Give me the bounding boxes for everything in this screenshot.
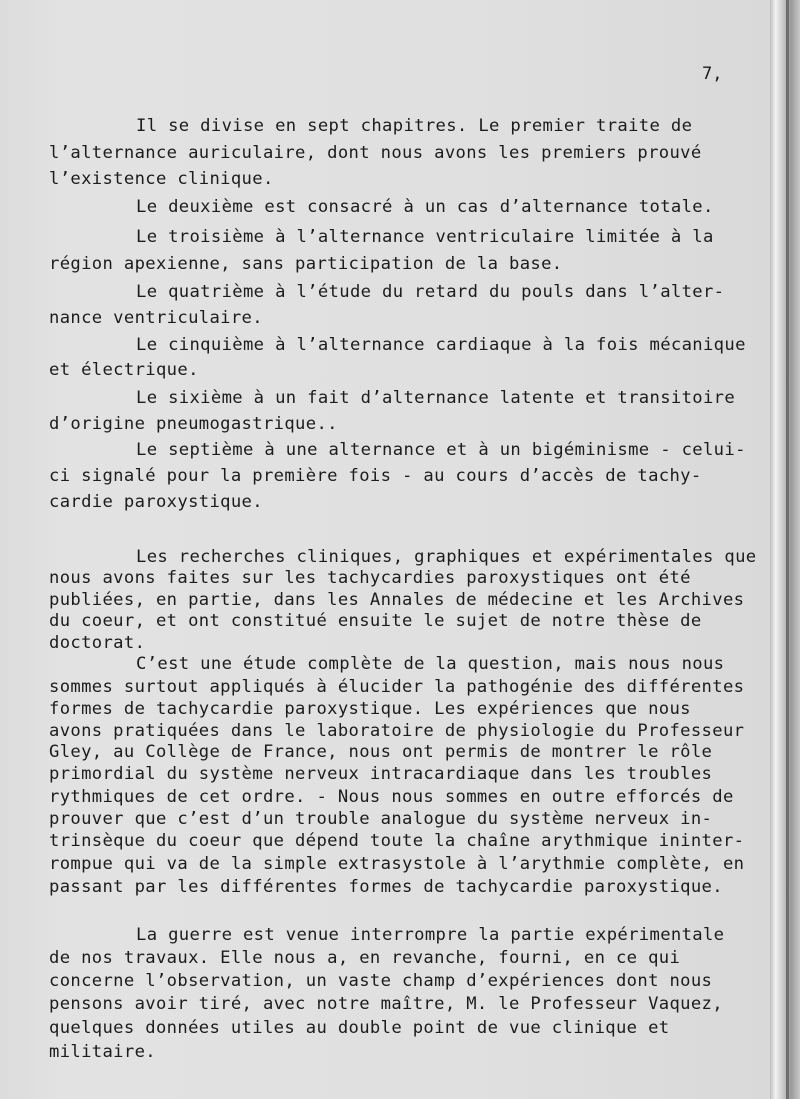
text-line: l’alternance auriculaire, dont nous avons les premiers prouvé [49, 143, 702, 163]
text-line: primordial du système nerveux intracardiaque dans les troubles [49, 764, 713, 784]
text-line: de nos travaux. Elle nous a, en revanche, fourni, en ce qui [49, 948, 681, 968]
text-line: doctorat. [49, 633, 146, 653]
text-line: Le quatrième à l’étude du retard du pouls dans l’alter- [136, 282, 725, 302]
text-line: quelques données utiles au double point de vue clinique et [49, 1018, 670, 1038]
text-line: trinsèque du coeur que dépend toute la chaîne arythmique ininter- [49, 831, 745, 851]
text-line: l’existence clinique. [49, 169, 274, 189]
text-line: pensons avoir tiré, avec notre maître, M. le Professeur Vaquez, [49, 994, 723, 1014]
text-line: région apexienne, sans participation de la base. [49, 254, 563, 274]
page-edge-line [786, 0, 789, 1099]
text-line: avons pratiquées dans le laboratoire de physiologie du Professeur [49, 721, 745, 741]
text-line: Le deuxième est consacré à un cas d’alternance totale. [136, 197, 714, 217]
text-line: Le septième à une alternance et à un bigéminisme - celui- [136, 440, 746, 460]
text-line: Gley, au Collège de France, nous ont permis de montrer le rôle [49, 742, 713, 762]
text-line: militaire. [49, 1042, 156, 1062]
text-line: rompue qui va de la simple extrasystole à l’arythmie complète, en [49, 854, 745, 874]
text-line: d’origine pneumogastrique.. [49, 414, 338, 434]
text-line: sommes surtout appliqués à élucider la pathogénie des différentes [49, 677, 745, 697]
text-line: et électrique. [49, 360, 199, 380]
text-line: rythmiques de cet ordre. - Nous nous sommes en outre efforcés de [49, 787, 734, 807]
text-line: Les recherches cliniques, graphiques et expérimentales que [136, 547, 757, 567]
text-line: passant par les différentes formes de tachycardie paroxystique. [49, 877, 723, 897]
text-line: du coeur, et ont constitué ensuite le sujet de notre thèse de [49, 611, 702, 631]
text-line: La guerre est venue interrompre la partie expérimentale [136, 925, 725, 945]
text-line: Il se divise en sept chapitres. Le premier traite de [136, 116, 693, 136]
text-line: ci signalé pour la première fois - au cours d’accès de tachy- [49, 466, 702, 486]
text-line: cardie paroxystique. [49, 492, 263, 512]
text-line: concerne l’observation, un vaste champ d’expériences dont nous [49, 971, 713, 991]
text-line: publiées, en partie, dans les Annales de médecine et les Archives [49, 590, 745, 610]
page-number: 7, [702, 64, 723, 84]
text-line: Le troisième à l’alternance ventriculaire limitée à la [136, 227, 714, 247]
text-line: prouver que c’est d’un trouble analogue du système nerveux in- [49, 809, 713, 829]
text-line: formes de tachycardie paroxystique. Les expériences que nous [49, 699, 691, 719]
text-line: C’est une étude complète de la question, mais nous nous [136, 654, 725, 674]
text-line: nance ventriculaire. [49, 308, 263, 328]
page-edge-shadow [770, 0, 800, 1099]
text-line: Le cinquième à l’alternance cardiaque à la fois mécanique [136, 335, 746, 355]
text-line: Le sixième à un fait d’alternance latente et transitoire [136, 388, 736, 408]
text-line: nous avons faites sur les tachycardies paroxystiques ont été [49, 568, 691, 588]
